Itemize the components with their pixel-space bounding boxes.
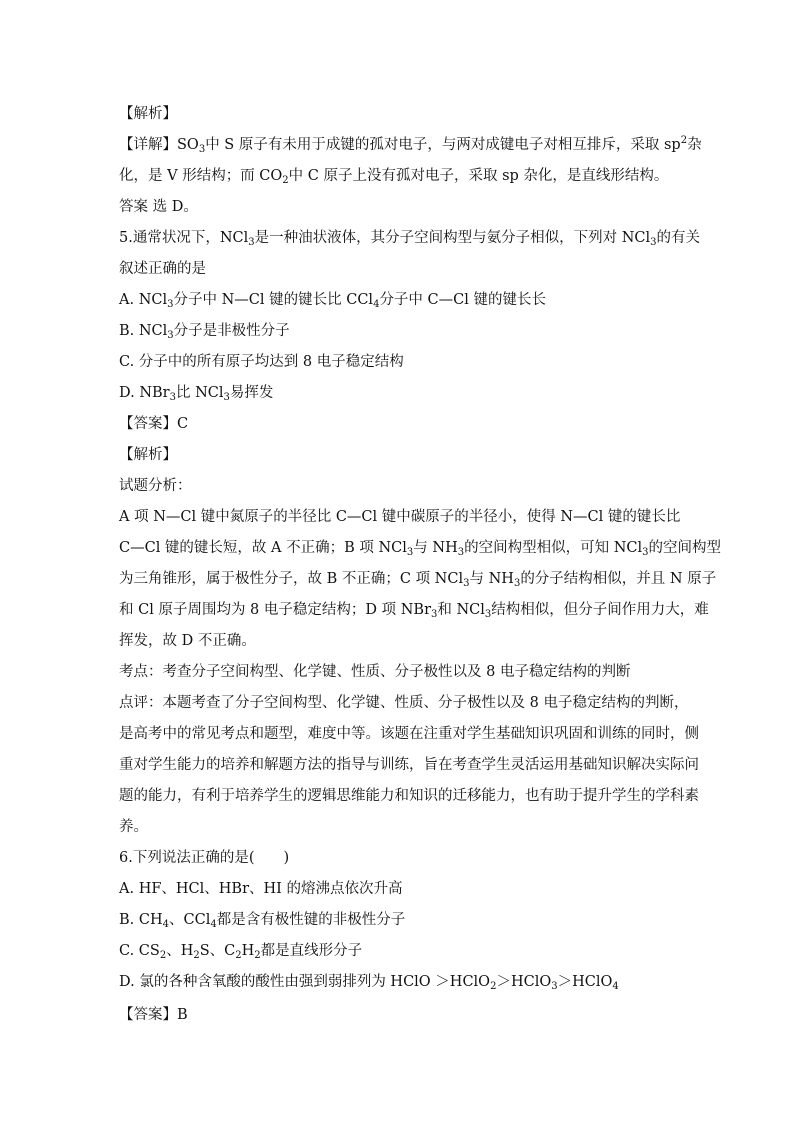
text-run: 结构相似，但分子间作用力大，难 xyxy=(491,602,709,618)
subscript: 3 xyxy=(642,547,649,558)
text-run: 【解析】 xyxy=(119,447,177,463)
option-a xyxy=(119,290,546,310)
text-run: 的分子结构相似，并且 N 原子 xyxy=(520,571,717,587)
text-run: S、C xyxy=(199,943,236,959)
text-run: 都是直线形分子 xyxy=(260,943,363,959)
analysis-paragraph-line xyxy=(119,538,721,558)
subscript: 3 xyxy=(650,237,657,248)
comment-line xyxy=(119,755,699,775)
text-run: 【详解】SO xyxy=(119,137,199,153)
text-run: 重对学生能力的培养和解题方法的指导与训练，旨在考查学生灵活运用基础知识解决实际问 xyxy=(119,757,699,773)
text-run: 是高考中的常见考点和题型，难度中等。该题在注重对学生基础知识巩固和训练的同时，侧 xyxy=(119,726,699,742)
analysis-paragraph-line xyxy=(119,631,256,651)
text-run: 6.下列说法正确的是( ) xyxy=(119,850,290,866)
option-c xyxy=(119,941,362,961)
text-run: 和 Cl 原子周围均为 8 电子稳定结构；D 项 NBr xyxy=(119,602,432,618)
text-run: 的空间构型 xyxy=(648,540,722,556)
text-run: 和 NCl xyxy=(437,602,485,618)
text-run: 挥发，故 D 不正确。 xyxy=(119,633,256,649)
text-run: D. 氯的各种含氧酸的酸性由强到弱排列为 HClO ＞HClO xyxy=(119,974,491,990)
subscript: 3 xyxy=(484,609,492,620)
text-run: 试题分析： xyxy=(119,478,192,494)
text-run: 【解析】 xyxy=(119,106,177,122)
text-run: A. HF、HCl、HBr、HI 的熔沸点依次升高 xyxy=(119,881,403,897)
subscript: 3 xyxy=(463,578,470,589)
text-run: 点评：本题考查了分子空间构型、化学键、性质、分子极性以及 8 电子稳定结构的判断， xyxy=(119,695,689,711)
subscript: 3 xyxy=(551,981,558,992)
text-run: 分子中 C—Cl 键的键长长 xyxy=(379,292,546,308)
analysis-label xyxy=(119,476,192,496)
text-run: 的有关 xyxy=(656,230,701,246)
text-run: 、CCl xyxy=(169,912,211,928)
subscript: 3 xyxy=(248,237,255,248)
detail-line xyxy=(119,166,668,186)
option-c xyxy=(119,352,404,372)
text-run: C. CS xyxy=(119,943,160,959)
subscript: 3 xyxy=(167,299,174,310)
question-5-stem xyxy=(119,228,700,248)
text-run: 中 C 原子上没有孤对电子，采取 sp 杂化，是直线形结构。 xyxy=(288,168,669,184)
question-6-stem xyxy=(119,848,289,868)
answer-heading xyxy=(119,1005,188,1025)
comment-line xyxy=(119,724,699,744)
answer-heading xyxy=(119,414,188,434)
analysis-paragraph-line xyxy=(119,507,680,527)
option-b xyxy=(119,910,405,930)
text-run: 5.通常状况下，NCl xyxy=(119,230,249,246)
option-d xyxy=(119,383,273,403)
test-point-line xyxy=(119,662,630,682)
subscript: 3 xyxy=(457,547,465,558)
text-run: C. 分子中的所有原子均达到 8 电子稳定结构 xyxy=(119,354,404,370)
subscript: 2 xyxy=(159,950,167,961)
text-run: B. NCl xyxy=(119,323,168,339)
subscript: 3 xyxy=(223,392,230,403)
text-run: 与 NH xyxy=(413,540,458,556)
subscript: 3 xyxy=(167,330,174,341)
text-run: 考点：考查分子空间构型、化学键、性质、分子极性以及 8 电子稳定结构的判断 xyxy=(119,664,631,680)
subscript: 3 xyxy=(169,392,176,403)
analysis-heading xyxy=(119,104,177,124)
text-run: 中 S 原子有未用于成键的孤对电子，与两对成键电子对相互排斥，采取 sp xyxy=(205,137,681,153)
text-run: H xyxy=(241,943,255,959)
detail-line xyxy=(119,135,702,155)
subscript: 2 xyxy=(282,175,289,186)
comment-line xyxy=(119,693,688,713)
text-run: 易挥发 xyxy=(229,385,274,401)
text-run: 、H xyxy=(166,943,194,959)
option-b xyxy=(119,321,290,341)
text-run: 是一种油状液体，其分子空间构型与氨分子相似，下列对 NCl xyxy=(254,230,651,246)
text-run: C—Cl 键的键长短，故 A 不正确；B 项 NCl xyxy=(119,540,407,556)
subscript: 4 xyxy=(210,919,217,930)
option-a xyxy=(119,879,403,899)
text-run: B. CH xyxy=(119,912,163,928)
subscript: 3 xyxy=(198,144,206,155)
subscript: 4 xyxy=(162,919,169,930)
subscript: 3 xyxy=(513,578,521,589)
text-run: 题的能力，有利于培养学生的逻辑思维能力和知识的迁移能力，也有助于提升学生的学科素 xyxy=(119,788,699,804)
superscript: 2 xyxy=(680,135,688,146)
text-run: 为三角锥形，属于极性分子，故 B 不正确；C 项 NCl xyxy=(119,571,464,587)
subscript: 4 xyxy=(373,299,380,310)
analysis-paragraph-line xyxy=(119,569,716,589)
subscript: 2 xyxy=(254,950,261,961)
text-run: 养。 xyxy=(119,819,148,835)
option-d xyxy=(119,972,619,992)
analysis-heading xyxy=(119,445,177,465)
answer-line xyxy=(119,197,198,217)
text-run: 比 NCl xyxy=(175,385,224,401)
text-run: D. NBr xyxy=(119,385,170,401)
question-5-stem xyxy=(119,259,206,279)
analysis-paragraph-line xyxy=(119,600,709,620)
text-run: A 项 N—Cl 键中氮原子的半径比 C—Cl 键中碳原子的半径小，使得 N—Cl 键的键长比 xyxy=(119,509,681,525)
subscript: 3 xyxy=(431,609,438,620)
subscript: 2 xyxy=(235,950,242,961)
text-run: 分子是非极性分子 xyxy=(173,323,290,339)
text-run: ＞HClO xyxy=(496,974,552,990)
subscript: 2 xyxy=(193,950,200,961)
comment-line xyxy=(119,786,699,806)
text-run: A. NCl xyxy=(119,292,168,308)
text-run: 【答案】B xyxy=(119,1007,188,1023)
text-run: 杂 xyxy=(687,137,702,153)
text-run: ＞HClO xyxy=(557,974,613,990)
text-run: 分子中 N—Cl 键的键长比 CCl xyxy=(173,292,374,308)
subscript: 3 xyxy=(406,547,414,558)
subscript: 4 xyxy=(612,981,619,992)
text-run: 答案 选 D。 xyxy=(119,199,198,215)
text-run: 【答案】C xyxy=(119,416,189,432)
text-run: 化，是 V 形结构；而 CO xyxy=(119,168,283,184)
text-run: 叙述正确的是 xyxy=(119,261,206,277)
text-run: 的空间构型相似，可知 NCl xyxy=(464,540,643,556)
text-run: 都是含有极性键的非极性分子 xyxy=(216,912,406,928)
subscript: 2 xyxy=(490,981,497,992)
comment-line xyxy=(119,817,148,837)
text-run: 与 NH xyxy=(469,571,514,587)
